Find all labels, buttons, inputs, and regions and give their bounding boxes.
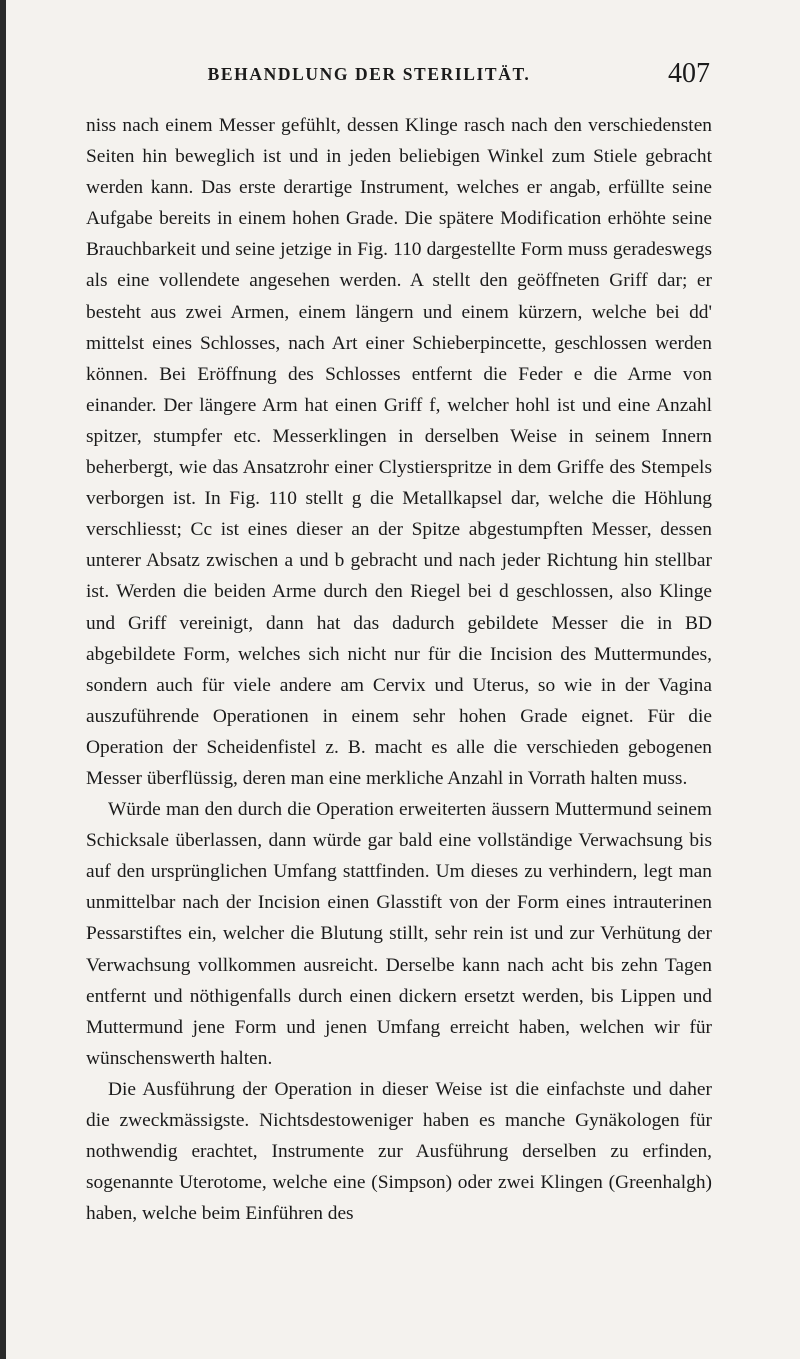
page-binding-edge [0,0,6,1359]
page-number: 407 [668,58,710,89]
body-text [86,110,712,1229]
paragraph-1: niss nach einem Messer gefühlt, dessen Klinge rasch nach den verschiedensten Seiten hin beweglich ist und in jeden beliebigen Winkel zum Stiele gebracht werden kann. Das erste derartige Instrument, welches er angab, erfüllte seine Aufgabe bereits in einem hohen Grade. Die spätere Modification erhöhte seine Brauchbarkeit und seine jetzige in Fig. 110 dargestellte Form muss geradeswegs als eine vollendete angesehen werden. A stellt den geöffneten Griff dar; er besteht aus zwei Armen, einem längern und einem kürzern, welche bei dd' mittelst eines Schlosses, nach Art einer Schieberpincette, geschlossen werden können. Bei Eröffnung des Schlosses entfernt die Feder e die Arme von einander. Der längere Arm hat einen Griff f, welcher hohl ist und eine Anzahl spitzer, stumpfer etc. Messerklingen in derselben Weise in seinem Innern beherbergt, wie das Ansatzrohr einer Clystierspritze in dem Griffe des Stempels verborgen ist. In Fig. 110 stellt g die Metallkapsel dar, welche die Höhlung verschliesst; Cc ist eines dieser an der Spitze abgestumpften Messer, dessen unterer Absatz zwischen a und b gebracht und nach jeder Richtung hin stellbar ist. Werden die beiden Arme durch den Riegel bei d geschlossen, also Klinge und Griff vereinigt, dann hat das dadurch gebildete Messer die in BD abgebildete Form, welches sich nicht nur für die Incision des Muttermundes, sondern auch für viele andere am Cervix und Uterus, so wie in der Vagina auszuführende Operationen in einem sehr hohen Grade eignet. Für die Operation der Scheidenfistel z. B. macht es alle die verschieden gebogenen Messer überflüssig, deren man eine merkliche Anzahl in Vorrath halten muss. [86,115,712,789]
page-header [86,58,712,96]
running-title: BEHANDLUNG DER STERILITÄT. [207,64,531,84]
paragraph-3: Die Ausführung der Operation in dieser Weise ist die einfachste und daher die zweckmässigste. Nichtsdestoweniger haben es manche Gynäkologen für nothwendig erachtet, Instrumente zur Ausführung derselben zu erfinden, sogenannte Uterotome, welche eine (Simpson) oder zwei Klingen (Greenhalgh) haben, welche beim Einführen des [86,1078,712,1225]
book-page [86,58,712,1229]
paragraph-2: Würde man den durch die Operation erweiterten äussern Muttermund seinem Schicksale überlassen, dann würde gar bald eine vollständige Verwachsung bis auf den ursprünglichen Umfang stattfinden. Um dieses zu verhindern, legt man unmittelbar nach der Incision einen Glasstift von der Form eines intrauterinen Pessarstiftes ein, welcher die Blutung stillt, sehr rein ist und zur Verhütung der Verwachsung vollkommen ausreicht. Derselbe kann nach acht bis zehn Tagen entfernt und nöthigenfalls durch einen dickern ersetzt werden, bis Lippen und Muttermund jene Form und jenen Umfang erreicht haben, welchen wir für wünschenswerth halten. [86,799,712,1069]
